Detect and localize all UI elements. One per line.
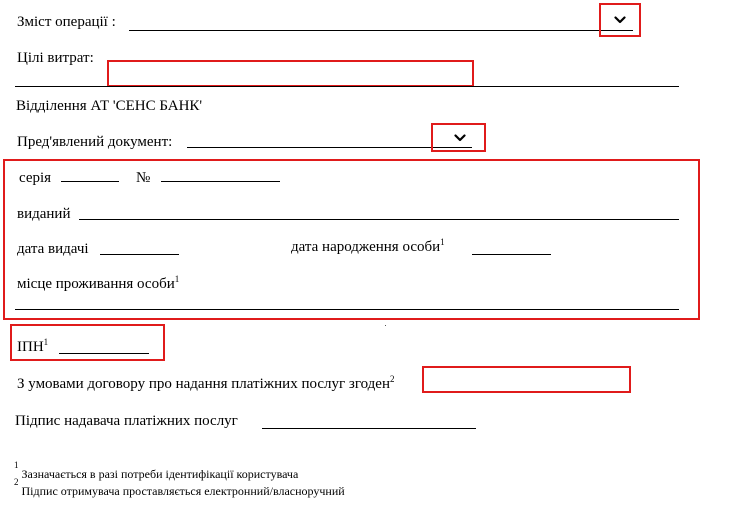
bank-branch-text: Відділення АТ 'СЕНС БАНК': [16, 98, 203, 114]
footnote-1-text: Зазначається в разі потреби ідентифікації користувача: [21, 467, 299, 481]
footnote-1: [14, 460, 299, 481]
operation-label: Зміст операції :: [17, 14, 116, 30]
issue-date-input[interactable]: [100, 254, 179, 255]
birth-date-label: [291, 239, 445, 257]
number-label: №: [136, 170, 151, 186]
birth-date-input[interactable]: [472, 254, 551, 255]
tin-input[interactable]: [59, 353, 149, 354]
operation-field[interactable]: [129, 30, 633, 31]
issue-date-label: дата видачі: [17, 241, 89, 257]
issued-by-label: виданий: [17, 206, 71, 222]
agreement-label-text: З умовами договору про надання платіжних послуг згоден: [17, 376, 390, 392]
residence-input[interactable]: [15, 309, 679, 310]
residence-label: [17, 276, 179, 294]
residence-label-text: місце проживання особи: [17, 276, 175, 292]
purpose-underline: [15, 86, 679, 87]
agreement-label: [17, 376, 394, 394]
footnote-mark: 2: [389, 374, 395, 384]
footnote-2: [14, 477, 345, 498]
purpose-input[interactable]: [107, 60, 474, 87]
number-input[interactable]: [161, 181, 280, 182]
agreement-signature-input[interactable]: [422, 366, 631, 393]
footnote-2-mark: 2: [14, 477, 19, 487]
tin-label: [17, 339, 48, 357]
footnote-mark: 1: [440, 237, 445, 247]
purpose-label: Цілі витрат:: [17, 50, 94, 66]
document-label: Пред'явлений документ:: [17, 134, 173, 150]
provider-signature-line[interactable]: [262, 428, 476, 429]
footnote-2-text: Підпис отримувача проставляється електронний/власноручний: [21, 484, 345, 498]
document-field[interactable]: [187, 147, 472, 148]
issued-by-input[interactable]: [79, 219, 679, 220]
series-input[interactable]: [61, 181, 119, 182]
dot-mark: [385, 325, 386, 326]
tin-label-text: ІПН: [17, 339, 44, 355]
provider-signature-label: Підпис надавача платіжних послуг: [15, 413, 238, 429]
footnote-1-mark: 1: [14, 460, 19, 470]
birth-date-label-text: дата народження особи: [291, 239, 441, 255]
series-label: серія: [19, 170, 52, 186]
footnote-mark: 1: [174, 274, 180, 284]
chevron-down-icon[interactable]: [452, 131, 468, 145]
chevron-down-icon[interactable]: [612, 13, 628, 27]
footnote-mark: 1: [43, 337, 49, 347]
